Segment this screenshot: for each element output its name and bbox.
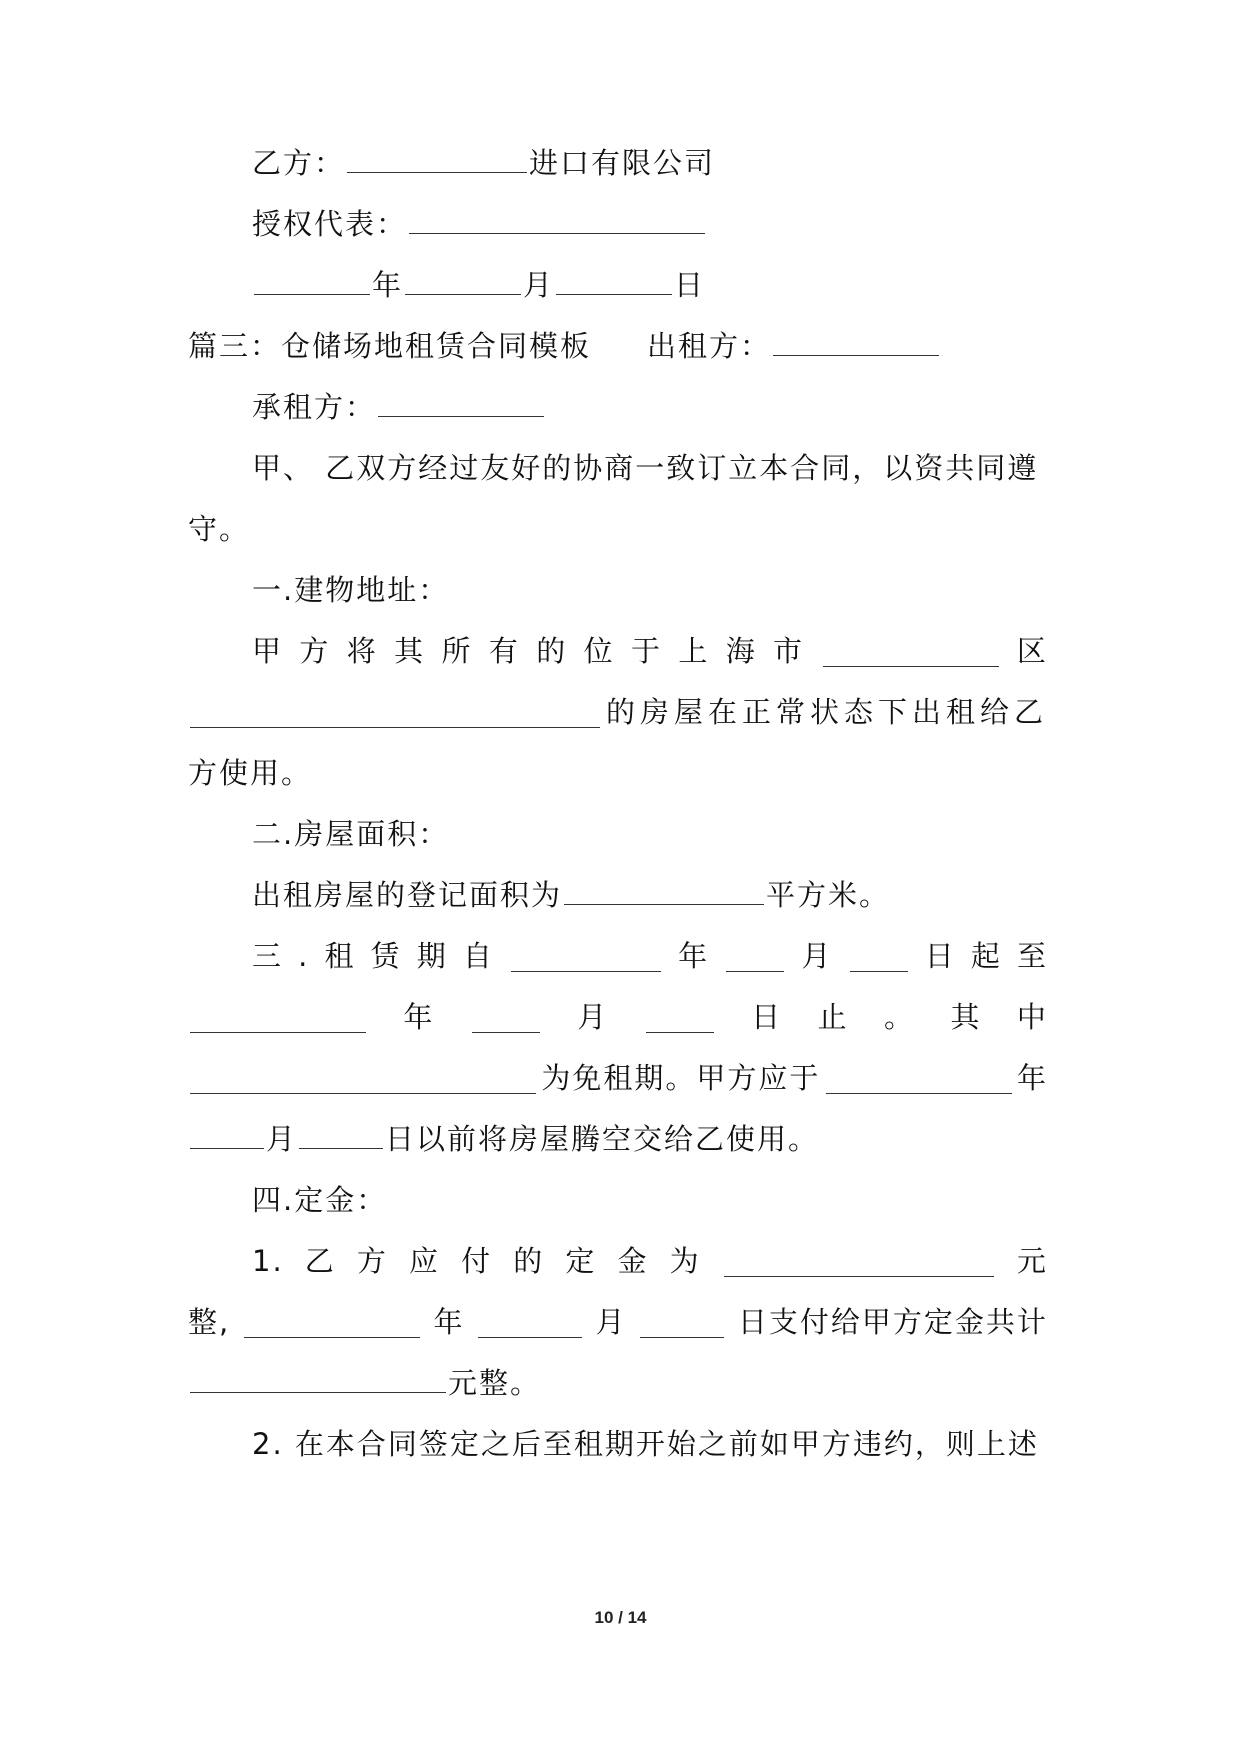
clause-two-heading (188, 810, 1048, 858)
deposit-word: 金 (617, 1244, 649, 1278)
end-month-blank (472, 1002, 540, 1033)
deposit-word: 的 (513, 1244, 545, 1278)
handover-text: 日以前将房屋腾空交给乙使用。 (385, 1122, 820, 1156)
authorized-rep-line (188, 200, 1048, 248)
address-detail-blank (190, 697, 600, 728)
handover-month-blank (190, 1118, 264, 1149)
deposit-word: 1. (252, 1244, 284, 1278)
agreement-intro-cont (188, 505, 1048, 553)
address-word: 海 (725, 634, 757, 668)
month-label: 月 (523, 268, 555, 302)
lease-end-part: 月 (577, 1000, 609, 1034)
party-b-label: 乙方： (252, 146, 346, 180)
party-b-blank (347, 142, 527, 173)
handover-line (188, 1115, 1048, 1163)
district-suffix: 区 (1016, 634, 1048, 668)
deposit-date-text: 日支付给甲方定金共计 (737, 1305, 1048, 1339)
area-blank (564, 874, 764, 905)
deposit-total-line (188, 1359, 1048, 1407)
deposit-year-label: 年 (433, 1305, 465, 1339)
lease-term-part: 月 (801, 939, 833, 973)
rent-free-text: 为免租期。甲方应于 (541, 1061, 821, 1095)
address-line (188, 627, 1048, 675)
lease-end-part: 年 (403, 1000, 435, 1034)
party-b-suffix: 进口有限公司 (529, 146, 716, 180)
page-number: 10 / 14 (594, 1608, 647, 1627)
lease-term-part: . (298, 939, 310, 973)
lease-term-part: 至 (1016, 939, 1048, 973)
lessor-label: 出租方： (647, 329, 772, 363)
end-day-blank (646, 1002, 714, 1033)
deposit-suffix: 元 (1016, 1244, 1048, 1278)
start-month-blank (726, 941, 784, 972)
deposit-day-blank (640, 1307, 724, 1338)
lease-term-part: 三 (252, 939, 284, 973)
deposit-line (188, 1237, 1048, 1285)
address-word: 市 (773, 634, 805, 668)
lease-end-part: 中 (1016, 1000, 1048, 1034)
agreement-intro (188, 444, 1048, 492)
clause-two-title: 二.房屋面积： (252, 817, 450, 851)
address-line-cont-text: 的房屋在正常状态下出租给乙 (605, 695, 1048, 729)
lessee-label: 承租方： (252, 390, 377, 424)
lease-term-part: 日 (924, 939, 956, 973)
clause-four-heading (188, 1176, 1048, 1224)
deposit-month-label: 月 (595, 1305, 627, 1339)
handover-year-label: 年 (1016, 1061, 1048, 1095)
authorized-rep-blank (409, 203, 705, 234)
deposit-word: 应 (409, 1244, 441, 1278)
lease-term-part: 年 (678, 939, 710, 973)
deposit-prefix: 整, (188, 1305, 231, 1339)
address-word: 方 (299, 634, 331, 668)
section-three-heading (188, 322, 1048, 370)
address-word: 甲 (252, 634, 284, 668)
end-year-blank (190, 1002, 366, 1033)
area-line (188, 871, 1048, 919)
year-blank (254, 264, 370, 295)
rent-free-line (188, 1054, 1048, 1102)
address-word: 上 (678, 634, 710, 668)
handover-year-blank (826, 1063, 1012, 1094)
party-b-line (188, 139, 1048, 187)
lease-end-part: 其 (950, 1000, 982, 1034)
lease-end-part: 日 (751, 1000, 783, 1034)
lease-term-part: 起 (970, 939, 1002, 973)
address-word: 将 (346, 634, 378, 668)
deposit-word: 乙 (304, 1244, 336, 1278)
address-line-end-text: 方使用。 (188, 756, 313, 790)
start-day-blank (850, 941, 908, 972)
deposit-word: 方 (356, 1244, 388, 1278)
lease-end-part: 。 (884, 1000, 916, 1034)
address-word: 的 (536, 634, 568, 668)
day-blank (556, 264, 672, 295)
clause-four-title: 四.定金： (252, 1183, 388, 1217)
default-clause-text: 2. 在本合同签定之后至租期开始之前如甲方违约，则上述 (252, 1427, 1039, 1461)
address-word: 其 (394, 634, 426, 668)
address-line-end (188, 749, 1048, 797)
deposit-amount-blank (724, 1246, 994, 1277)
lease-term-part: 自 (462, 939, 494, 973)
default-clause-line (188, 1420, 1048, 1468)
clause-one-heading (188, 566, 1048, 614)
deposit-total-suffix: 元整。 (448, 1366, 542, 1400)
deposit-year-blank (244, 1307, 420, 1338)
day-label: 日 (674, 268, 706, 302)
area-suffix: 平方米。 (766, 878, 891, 912)
address-word: 有 (488, 634, 520, 668)
address-word: 位 (583, 634, 615, 668)
lessor-blank (773, 325, 939, 356)
address-line-cont (188, 688, 1048, 736)
agreement-intro-text: 甲、 乙双方经过友好的协商一致订立本合同，以资共同遵 (252, 451, 1039, 485)
rent-free-blank (190, 1063, 536, 1094)
lease-end-part: 止 (817, 1000, 849, 1034)
deposit-month-blank (478, 1307, 582, 1338)
deposit-date-line (188, 1298, 1048, 1346)
deposit-total-blank (190, 1362, 446, 1393)
lessee-blank (378, 386, 544, 417)
lease-term-part: 期 (416, 939, 448, 973)
year-label: 年 (372, 268, 404, 302)
district-blank (823, 636, 999, 667)
authorized-rep-label: 授权代表： (252, 207, 408, 241)
deposit-word: 定 (565, 1244, 597, 1278)
lease-end-line (188, 993, 1048, 1041)
address-word: 所 (441, 634, 473, 668)
handover-day-blank (299, 1118, 383, 1149)
date-line (188, 261, 1048, 309)
month-blank (405, 264, 521, 295)
address-word: 于 (631, 634, 663, 668)
agreement-intro-cont-text: 守。 (188, 512, 251, 546)
deposit-word: 付 (461, 1244, 493, 1278)
lease-term-part: 租 (324, 939, 356, 973)
handover-month-label: 月 (266, 1122, 298, 1156)
clause-one-title: 一.建物地址： (252, 573, 450, 607)
start-year-blank (511, 941, 661, 972)
section-three-title: 篇三：仓储场地租赁合同模板 (188, 329, 592, 363)
deposit-word: 为 (669, 1244, 701, 1278)
lease-term-part: 赁 (370, 939, 402, 973)
lessee-line (188, 383, 1048, 431)
area-text: 出租房屋的登记面积为 (252, 878, 563, 912)
lease-term-line (188, 932, 1048, 980)
